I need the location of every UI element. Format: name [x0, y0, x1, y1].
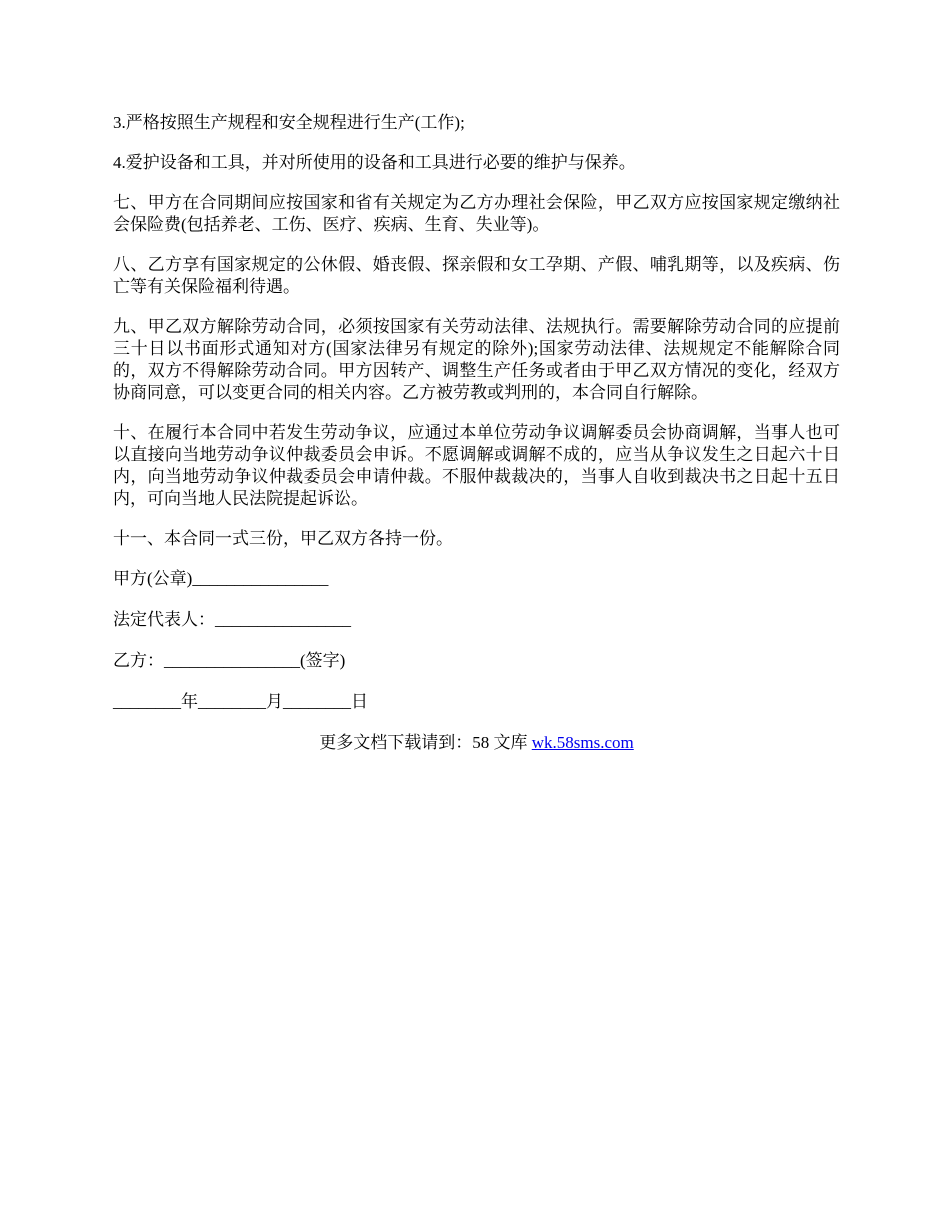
paragraph-article-8: 八、乙方享有国家规定的公休假、婚丧假、探亲假和女工孕期、产假、哺乳期等，以及疾病、伤亡等有关保险福利待遇。	[113, 255, 840, 296]
paragraph-article-9: 九、甲乙双方解除劳动合同，必须按国家有关劳动法律、法规执行。需要解除劳动合同的应提前三十日以书面形式通知对方(国家法律另有规定的除外);国家劳动法律、法规规定不能解除合同的，双方不得解除劳动合同。甲方因转产、调整生产任务或者由于甲乙双方情况的变化，经双方协商同意，可以变更合同的相关内容。乙方被劳教或判刑的，本合同自行解除。	[113, 317, 840, 402]
document-page	[113, 112, 840, 754]
party-b-signature-line: 乙方：________________(签字)	[113, 651, 346, 670]
footer-link[interactable]: wk.58sms.com	[531, 733, 634, 752]
date-line: ________年________月________日	[113, 692, 368, 711]
paragraph-clause-4: 4.爱护设备和工具，并对所使用的设备和工具进行必要的维护与保养。	[113, 153, 636, 172]
paragraph-clause-3: 3.严格按照生产规程和安全规程进行生产(工作);	[113, 113, 465, 132]
legal-representative-line: 法定代表人：________________	[113, 610, 351, 629]
footer-prefix: 更多文档下载请到：58 文库	[319, 733, 532, 752]
party-a-signature-line: 甲方(公章)________________	[113, 569, 329, 588]
footer-download-note	[113, 732, 840, 754]
paragraph-article-10: 十、在履行本合同中若发生劳动争议，应通过本单位劳动争议调解委员会协商调解，当事人也可以直接向当地劳动争议仲裁委员会申诉。不愿调解或调解不成的，应当从争议发生之日起六十日内，向当地劳动争议仲裁委员会申请仲裁。不服仲裁裁决的，当事人自收到裁决书之日起十五日内，可向当地人民法院提起诉讼。	[113, 423, 840, 508]
paragraph-article-11: 十一、本合同一式三份，甲乙双方各持一份。	[113, 529, 453, 548]
paragraph-article-7: 七、甲方在合同期间应按国家和省有关规定为乙方办理社会保险，甲乙双方应按国家规定缴纳社会保险费(包括养老、工伤、医疗、疾病、生育、失业等)。	[113, 193, 840, 234]
